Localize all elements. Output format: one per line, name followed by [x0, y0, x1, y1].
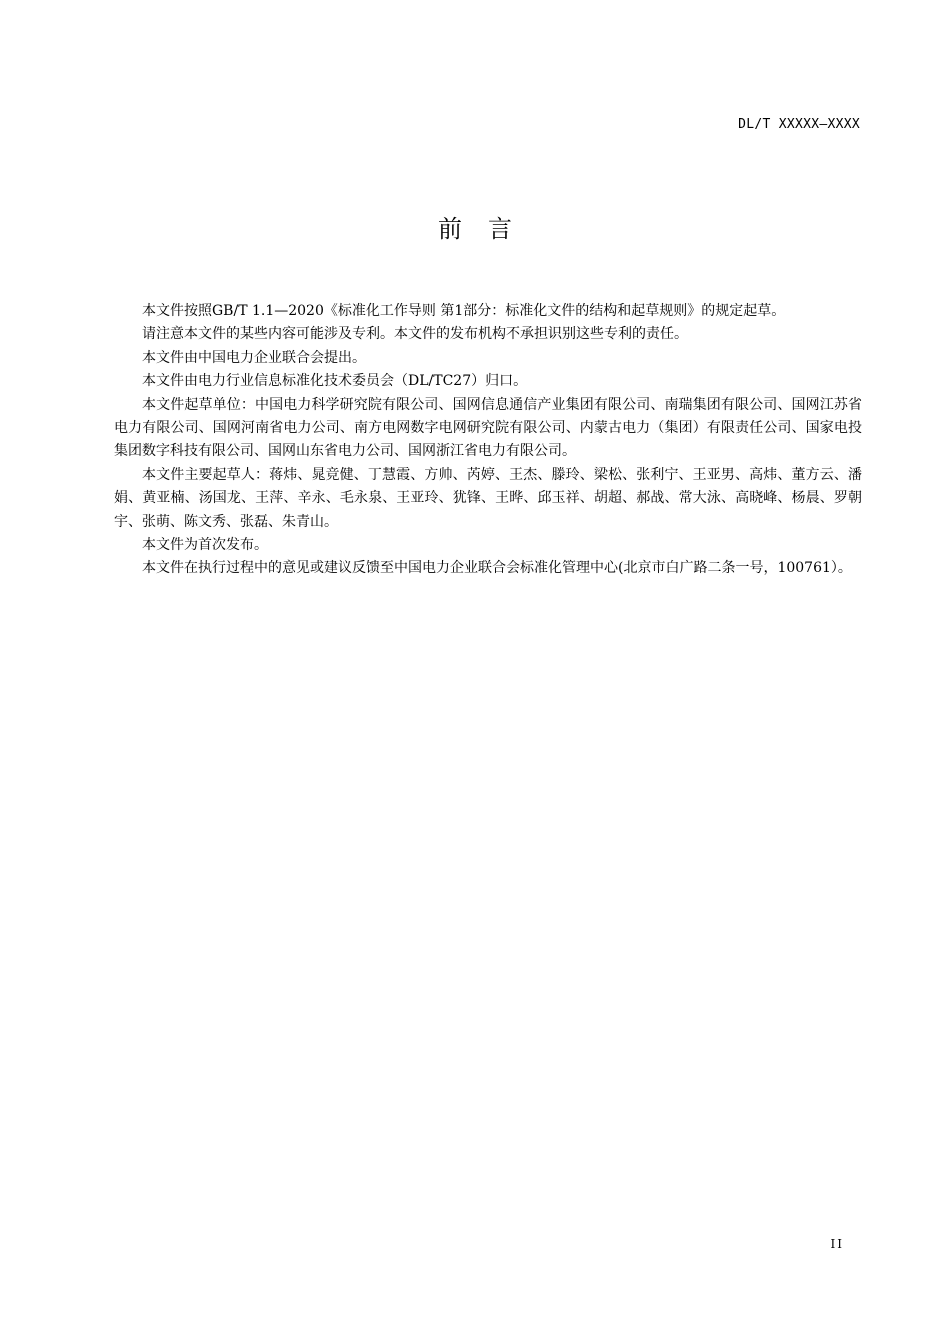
paragraph-centralized-management: 本文件由电力行业信息标准化技术委员会（DL/TC27）归口。 [142, 373, 528, 390]
paragraph-drafting-rules: 本文件按照GB/T 1.1—2020《标准化工作导则 第1部分：标准化文件的结构和起草规则》的规定起草。 [142, 303, 786, 319]
paragraph-proposer: 本文件由中国电力企业联合会提出。 [142, 349, 366, 366]
document-code: DL/T XXXXX—XXXX [738, 117, 860, 132]
page-number: II [830, 1237, 844, 1251]
paragraph-main-drafters: 本文件主要起草人：蒋炜、晁竞健、丁慧霞、方帅、芮婷、王杰、滕玲、梁松、张利宁、王亚男、高炜、董方云、潘娟、黄亚楠、汤国龙、王萍、辛永、毛永泉、王亚玲、犹锋、王晔、邱玉祥、胡超、郝战、常大泳、高晓峰、杨晨、罗朝宇、张萌、陈文秀、张磊、朱青山。 [114, 466, 862, 530]
foreword-body [114, 300, 862, 581]
page-title: 前言 [438, 215, 538, 243]
paragraph-feedback: 本文件在执行过程中的意见或建议反馈至中国电力企业联合会标准化管理中心(北京市白广路二条一号，100761）。 [142, 560, 852, 577]
paragraph-first-release: 本文件为首次发布。 [142, 537, 268, 554]
paragraph-patent-notice: 请注意本文件的某些内容可能涉及专利。本文件的发布机构不承担识别这些专利的责任。 [142, 326, 688, 343]
paragraph-drafting-units: 本文件起草单位：中国电力科学研究院有限公司、国网信息通信产业集团有限公司、南瑞集团有限公司、国网江苏省电力有限公司、国网河南省电力公司、南方电网数字电网研究院有限公司、内蒙古电力（集团）有限责任公司、国家电投集团数字科技有限公司、国网山东省电力公司、国网浙江省电力有限公司。 [114, 396, 862, 460]
